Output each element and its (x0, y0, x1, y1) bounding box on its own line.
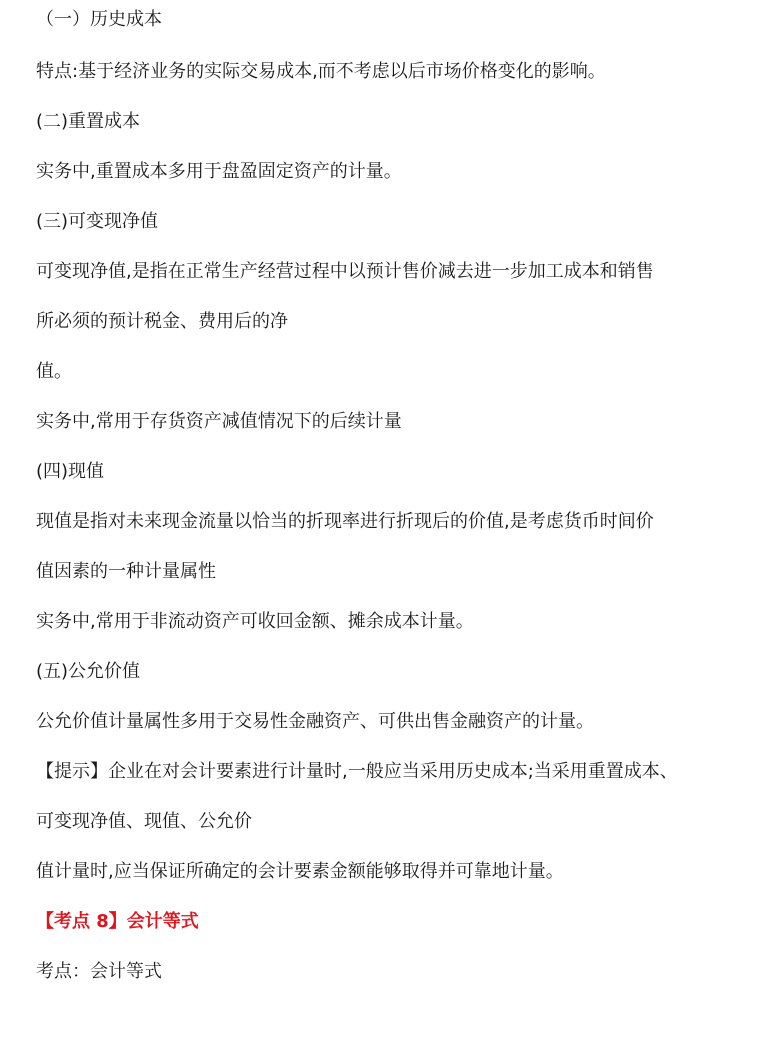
heading-present-value: (四)现值 (36, 461, 105, 482)
paragraph-present-value-line1: 现值是指对未来现金流量以恰当的折现率进行折现后的价值,是考虑货币时间价 (36, 511, 654, 532)
paragraph-tip-line1: 【提示】企业在对会计要素进行计量时,一般应当采用历史成本;当采用重置成本、 (36, 761, 678, 782)
paragraph-replacement-cost-practice: 实务中,重置成本多用于盘盈固定资产的计量。 (36, 161, 402, 182)
heading-fair-value: (五)公允价值 (36, 661, 141, 682)
paragraph-net-realizable-value-line3: 值。 (36, 361, 72, 382)
paragraph-net-realizable-value-practice: 实务中,常用于存货资产减值情况下的后续计量 (36, 411, 402, 432)
heading-historical-cost: （一）历史成本 (36, 9, 162, 30)
paragraph-fair-value: 公允价值计量属性多用于交易性金融资产、可供出售金融资产的计量。 (36, 711, 594, 732)
heading-replacement-cost: (二)重置成本 (36, 111, 141, 132)
paragraph-net-realizable-value-line2: 所必须的预计税金、费用后的净 (36, 311, 288, 332)
paragraph-present-value-practice: 实务中,常用于非流动资产可收回金额、摊余成本计量。 (36, 611, 474, 632)
paragraph-tip-line2: 可变现净值、现值、公允价 (36, 811, 252, 832)
paragraph-net-realizable-value-line1: 可变现净值,是指在正常生产经营过程中以预计售价减去进一步加工成本和销售 (36, 261, 654, 282)
paragraph-key-point-topic: 考点：会计等式 (36, 961, 162, 982)
paragraph-historical-cost-feature: 特点:基于经济业务的实际交易成本,而不考虑以后市场价格变化的影响。 (36, 61, 606, 82)
heading-key-point-8: 【考点 8】会计等式 (36, 911, 199, 932)
heading-net-realizable-value: (三)可变现净值 (36, 211, 159, 232)
paragraph-tip-line3: 值计量时,应当保证所确定的会计要素金额能够取得并可靠地计量。 (36, 861, 564, 882)
paragraph-present-value-line2: 值因素的一种计量属性 (36, 561, 216, 582)
